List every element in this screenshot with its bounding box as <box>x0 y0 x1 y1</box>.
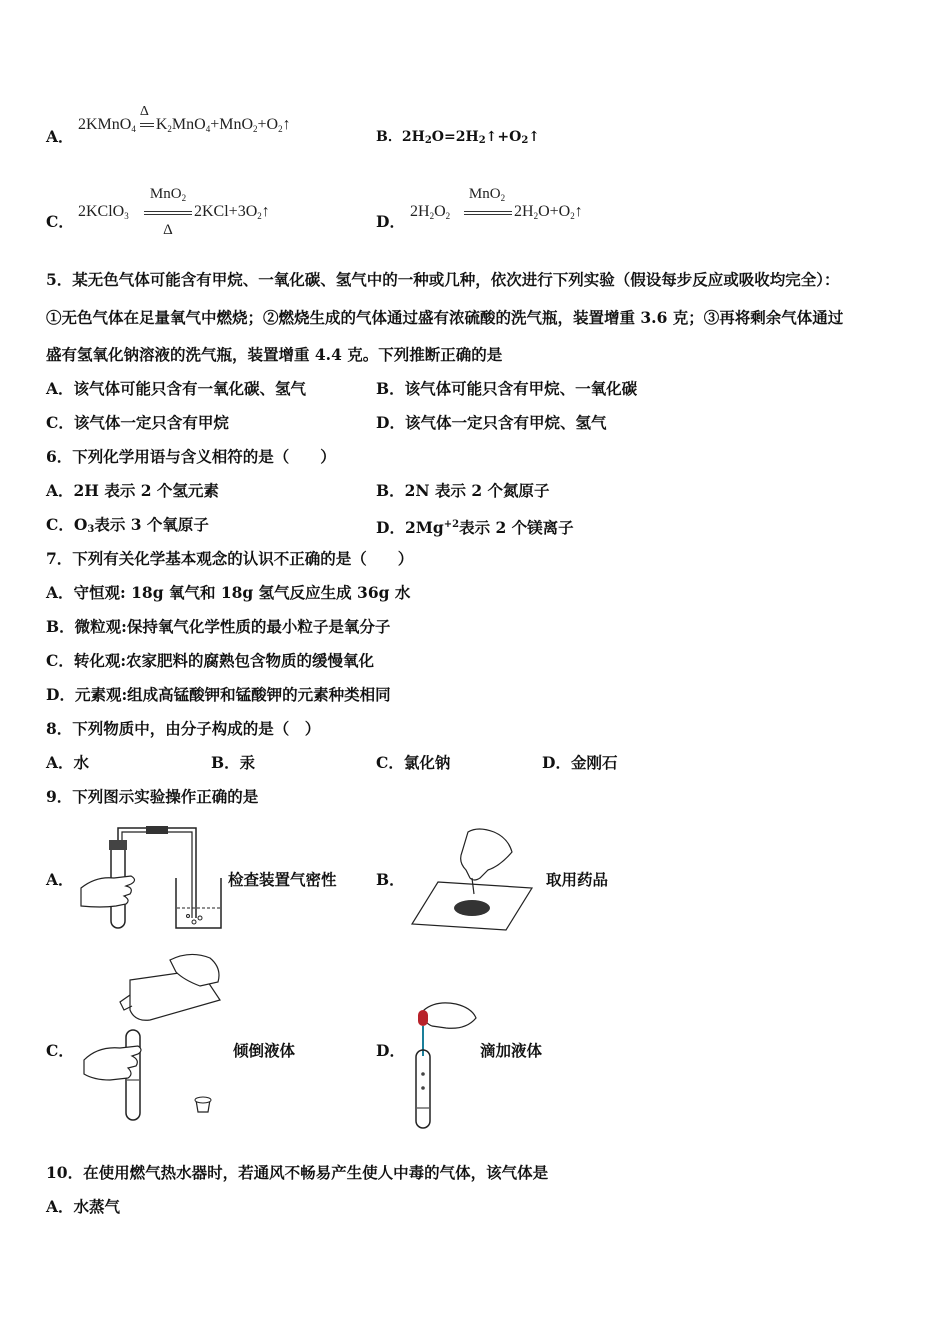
q6-option-d: D．$2Mg^{+2}$表示 2 个镁离子 <box>376 518 574 537</box>
q5-option-a: A．该气体可能只含有一氧化碳、氢气 <box>46 379 307 398</box>
q9-option-a-label: A． <box>46 870 74 889</box>
q7-option-d: D．元素观:组成高锰酸钾和锰酸钾的元素种类相同 <box>46 685 391 704</box>
q5-stem-line3: 盛有氢氧化钠溶液的洗气瓶，装置增重 4.4 克。下列推断正确的是 <box>46 345 503 364</box>
q4-option-d-equals <box>464 211 512 215</box>
q4-option-a-label: A． <box>46 127 74 146</box>
q9-option-a-caption: 检查装置气密性 <box>228 870 337 889</box>
q5-stem-line1: 5．某无色气体可能含有甲烷、一氧化碳、氢气中的一种或几种，依次进行下列实验（假设每步反应或吸收均完全）： <box>46 270 840 289</box>
q5-option-d: D．该气体一定只含有甲烷、氢气 <box>376 413 607 432</box>
q4-option-c-equals <box>144 211 192 215</box>
drip-liquid-illustration <box>406 996 478 1132</box>
pour-liquid-illustration <box>80 950 225 1125</box>
q4-option-d-catalyst: MnO$_2$ <box>468 186 506 203</box>
q9-option-d-caption: 滴加液体 <box>480 1041 543 1060</box>
heat-condition: Δ <box>139 104 149 119</box>
q10-option-a: A．水蒸气 <box>46 1197 121 1216</box>
q5-option-b: B．该气体可能只含有甲烷、一氧化碳 <box>376 379 638 398</box>
q9-option-b-label: B． <box>376 870 405 889</box>
q8-option-b: B．汞 <box>211 753 256 772</box>
q5-stem-line2: ①无色气体在足量氧气中燃烧；②燃烧生成的气体通过盛有浓硫酸的洗气瓶，装置增重 3.6 克；③再将剩余气体通过 <box>46 308 844 327</box>
q4-option-c-heat: Δ <box>163 222 173 238</box>
q6-option-b: B．2N 表示 2 个氮原子 <box>376 481 550 500</box>
q9-option-c-label: C． <box>46 1041 74 1060</box>
q8-stem: 8．下列物质中，由分子构成的是（ ） <box>46 719 321 738</box>
q9-option-c-caption: 倾倒液体 <box>233 1041 296 1060</box>
q7-option-b: B．微粒观:保持氧气化学性质的最小粒子是氧分子 <box>46 617 391 636</box>
q4-option-d-rhs: $2H_2O+O_2↑$ <box>514 203 583 221</box>
q4-option-a-equation: 2KMnO$_4$ Δ $K_2MnO_4+MnO_2+O_2↑$ <box>78 104 291 134</box>
airtightness-check-illustration <box>76 818 226 933</box>
q4-option-b: B．$2H_2O=2H_2↑+O_2↑$ <box>376 129 541 146</box>
q9-option-b-caption: 取用药品 <box>546 870 609 889</box>
q7-stem: 7．下列有关化学基本观念的认识不正确的是（ ） <box>46 549 414 568</box>
q8-option-a: A．水 <box>46 753 90 772</box>
take-reagent-illustration <box>408 822 536 934</box>
q8-option-c: C．氯化钠 <box>376 753 451 772</box>
q4-option-d-label: D． <box>376 212 405 231</box>
q7-option-a: A．守恒观: 18g 氧气和 18g 氢气反应生成 36g 水 <box>46 583 411 602</box>
q4-option-c-lhs: 2KClO$_3$ <box>78 203 129 221</box>
q4-option-d-lhs: $2H_2O_2$ <box>410 203 451 221</box>
q6-stem: 6．下列化学用语与含义相符的是（ ） <box>46 447 336 466</box>
q6-option-a: A．2H 表示 2 个氢元素 <box>46 481 219 500</box>
q9-option-d-label: D． <box>376 1041 405 1060</box>
q5-option-c: C．该气体一定只含有甲烷 <box>46 413 229 432</box>
q9-stem: 9．下列图示实验操作正确的是 <box>46 787 259 806</box>
q8-option-d: D．金刚石 <box>542 753 618 772</box>
q10-stem: 10．在使用燃气热水器时，若通风不畅易产生使人中毒的气体，该气体是 <box>46 1163 549 1182</box>
q4-option-c-label: C． <box>46 212 74 231</box>
q4-option-c-rhs: $2KCl+3O_2↑$ <box>194 203 270 221</box>
q4-option-c-catalyst: MnO$_2$ <box>149 186 187 203</box>
q7-option-c: C．转化观:农家肥料的腐熟包含物质的缓慢氧化 <box>46 651 375 670</box>
q6-option-c: C．$O_3$表示 3 个氧原子 <box>46 515 209 535</box>
